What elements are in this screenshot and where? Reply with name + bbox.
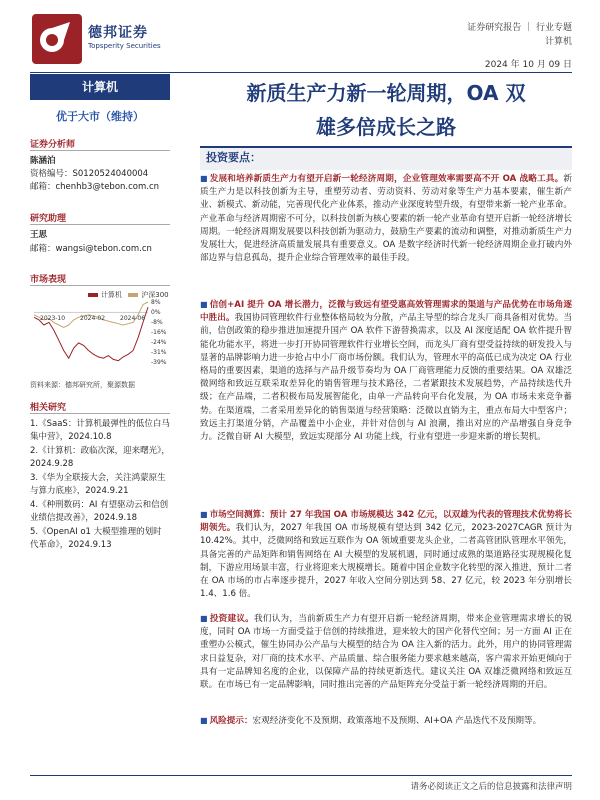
paragraph-3-body: 我们认为，2027 年我国 OA 市场规模有望达到 342 亿元，2023-2027CAGR 预计为 10.42%。其中，泛微网络和致远互联作为 OA 领域重要龙头企业，二者高管团队管理水平领先，具备完善的产品矩阵和销售网络在 AI 大模型的发展机遇，同时通过成熟的渠道路径实现规模化复制，下游应用场景丰富，行业将迎来大规模增长。随着中国企业数字化转型的深入推进，预计二者在 OA 市场的市占率逐步提升，2027 年收入空间分别达到 58、27 亿元，较 2023 年分别增长 1.4、1.6 倍。 <box>200 523 572 600</box>
paragraph-2-lead: 信创+AI 提升 OA 增长潜力，泛微与致远有望受惠高效管理需求的渠道与产品优势在市场角逐中胜出。 <box>200 300 572 324</box>
paragraph-3-lead: 市场空间测算：预计 27 年我国 OA 市场规模达 342 亿元，以双雄为代表的管理技术优势将长期领先。 <box>200 510 572 534</box>
paragraph-1-body: 新质生产力是以科技创新为主导，重塑劳动者、劳动资料、劳动对象等生产力基本要素，催生新产业、新模式、新动能，完善现代化产业体系，推动产业深度转型升级，有望带来新一轮产业革命。产业革命与经济周期密不可分，以科技创新为核心要素的新一轮产业革命有望开启新一轮经济增长周期。一轮经济周期发展要以科技创新为驱动力，鼓励生产要素的流动和调整，对推动新质生产力发展壮大，促进经济高质量发展具有重要意义。OA 是数字经济时代新一轮经济周期企业打破内外部边界与信息孤岛，提升企业综合管理效率的最佳手段。 <box>200 174 572 264</box>
footer-disclaimer: 请务必阅读正文之后的信息披露和法律声明 <box>410 782 572 792</box>
y-tick-label: 8% <box>151 299 161 306</box>
analyst-email[interactable]: 邮箱：chenhb3@tebon.com.cn <box>30 182 160 192</box>
x-tick-label: 2024-06 <box>120 315 146 323</box>
paragraph-5-body: 宏观经济变化不及预期、政策落地不及预期、AI+OA 产品迭代不及预期等。 <box>252 716 542 726</box>
analyst-cert: 资格编号：S0120524040004 <box>30 169 149 179</box>
paragraph-1-lead: 发展和培养新质生产力有望开启新一轮经济周期，企业管理效率需要高不开 OA 战略工具。 <box>209 174 564 184</box>
x-tick-label: 2023-10 <box>40 315 66 323</box>
paragraph-5 <box>200 714 572 728</box>
header-divider <box>30 72 572 73</box>
related-divider <box>30 413 170 414</box>
market-chart-svg <box>30 290 175 370</box>
assistant-name: 王思 <box>30 230 48 240</box>
market-divider <box>30 285 170 286</box>
analyst-heading: 证券分析师 <box>30 140 76 150</box>
assistant-heading: 研究助理 <box>30 214 67 224</box>
report-type: 证券研究报告 ｜ 行业专题 <box>467 23 572 33</box>
x-tick-label: 2024-02 <box>80 315 106 323</box>
legend-hs300: 沪深300 <box>141 291 169 299</box>
related-item[interactable]: 3.《华为全联接大会，关注鸿蒙原生与算力底座》，2024.9.21 <box>30 473 166 496</box>
chart-source: 资料来源：德邦研究所，聚源数据 <box>30 381 135 389</box>
key-points-heading: 投资要点： <box>206 151 261 164</box>
paragraph-4 <box>200 612 572 692</box>
bullet-icon: ■ <box>200 300 208 309</box>
paragraph-4-body: 我们认为，当前新质生产力有望开启新一轮经济周期，带来企业管理需求增长的锐度，同时 OA 市场一方面受益于信创的持续推进，迎来较大的国产化替代空间；另一方面 AI 正在重塑办公模式，催生协同办公产品与大模型的结合为 OA 注入新的活力。此外，用户的协同管理需求日益复杂，对厂商的技术水平、产品质量、综合服务能力要求越来越高，客户需求开始更倾向于具有一定品牌知名度的企业，以保障产品的持续更新迭代。建议关注 OA 双雄泛微网络和致远互联。在市场已有一定品牌影响，同时推出完善的产品矩阵充分受益于新一轮经济周期的开启。 <box>200 614 572 691</box>
chart-legend <box>88 290 169 300</box>
bullet-icon: ■ <box>200 716 208 725</box>
y-tick-label: -8% <box>151 319 163 326</box>
report-date: 2024 年 10 月 09 日 <box>484 60 572 70</box>
bullet-icon: ■ <box>200 614 208 623</box>
related-list <box>30 418 170 551</box>
title-line-2: 雄多倍成长之路 <box>316 115 456 139</box>
header-industry: 计算机 <box>544 37 572 47</box>
logo-text-cn: 德邦证券 <box>88 25 148 41</box>
legend-swatch-computer <box>88 293 98 297</box>
paragraph-1 <box>200 172 572 265</box>
report-title <box>200 76 572 144</box>
y-tick-label: -31% <box>151 349 167 356</box>
related-item[interactable]: 4.《种刑数码：AI 有望驱动云和信创业绩信提改善》，2024.9.18 <box>30 500 169 523</box>
paragraph-3 <box>200 508 572 601</box>
y-tick-label: -39% <box>151 359 167 366</box>
title-line-1: 新质生产力新一轮周期，OA 双 <box>246 81 526 105</box>
bullet-icon: ■ <box>200 510 208 519</box>
y-tick-label: 0% <box>151 309 161 316</box>
rating: 优于大市（维持） <box>56 110 144 123</box>
bullet-icon: ■ <box>200 174 208 183</box>
paragraph-2-body: 我国协同管理软件行业整体格局较为分散，产品主导型的综合龙头厂商具备相对优势。当前，信创政策的稳步推进加速提升国产 OA 软件下游替换需求，以及 AI 深度适配 OA 软件提升智能化功能水平，将进一步打开协同管理软件行业增长空间，而龙头厂商有望受益持续的研发投入与显著的品牌影响力进一步抢占中小厂商市场份额。我们认为，管理水平的高低已成为决定 OA 行业格局的重要因素，渠道的选择与产品升级节奏均为 OA 厂商管理能力反馈的重要结果。OA 双雄泛微网络和致远互联采取差异化的销售管理与技术路径，二者紧跟技术发展趋势，产品持续迭代升级；在产品端，二者积极布局发展智能化，由单一产品转向平台化发展，为 OA 市场未来竞争蓄势。在渠道端，二者采用差异化的销售渠道与经营策略：泛微以直销为主，重点布局大中型客户；致远主打渠道分销，产品覆盖中小企业，并针对信创与 AI 浪潮，推出对应的产品增强自身竞争力。泛微自研 AI 大模型，致远实现部分 AI 功能上线，行业有望进一步迎来新的增长契机。 <box>200 313 572 443</box>
paragraph-5-lead: 风险提示： <box>209 716 253 726</box>
market-chart <box>30 290 175 370</box>
related-item[interactable]: 1.《SaaS：计算机最弹性的低位白马集中营》，2024.10.8 <box>30 419 170 442</box>
footer-divider <box>30 775 572 776</box>
logo-text-en: Topsperity Securities <box>88 42 161 50</box>
related-heading: 相关研究 <box>30 403 67 413</box>
company-logo <box>30 12 84 66</box>
legend-computer: 计算机 <box>101 291 122 299</box>
y-tick-label: -24% <box>151 339 167 346</box>
related-item[interactable]: 5.《OpenAI o1 大模型推理的划时代革命》，2024.9.13 <box>30 527 162 550</box>
y-tick-label: -16% <box>151 329 167 336</box>
assistant-divider <box>30 224 170 225</box>
legend-swatch-hs300 <box>128 293 138 297</box>
market-heading: 市场表现 <box>30 275 67 285</box>
analyst-divider <box>30 150 170 151</box>
analyst-name: 陈涵泊 <box>30 156 56 166</box>
paragraph-2 <box>200 298 572 444</box>
assistant-email[interactable]: 邮箱：wangsi@tebon.com.cn <box>30 244 152 254</box>
paragraph-4-lead: 投资建议。 <box>209 614 255 624</box>
industry-banner: 计算机 <box>30 74 170 100</box>
related-item[interactable]: 2.《计算机：政临次深，迎来曙光》，2024.9.28 <box>30 446 170 469</box>
